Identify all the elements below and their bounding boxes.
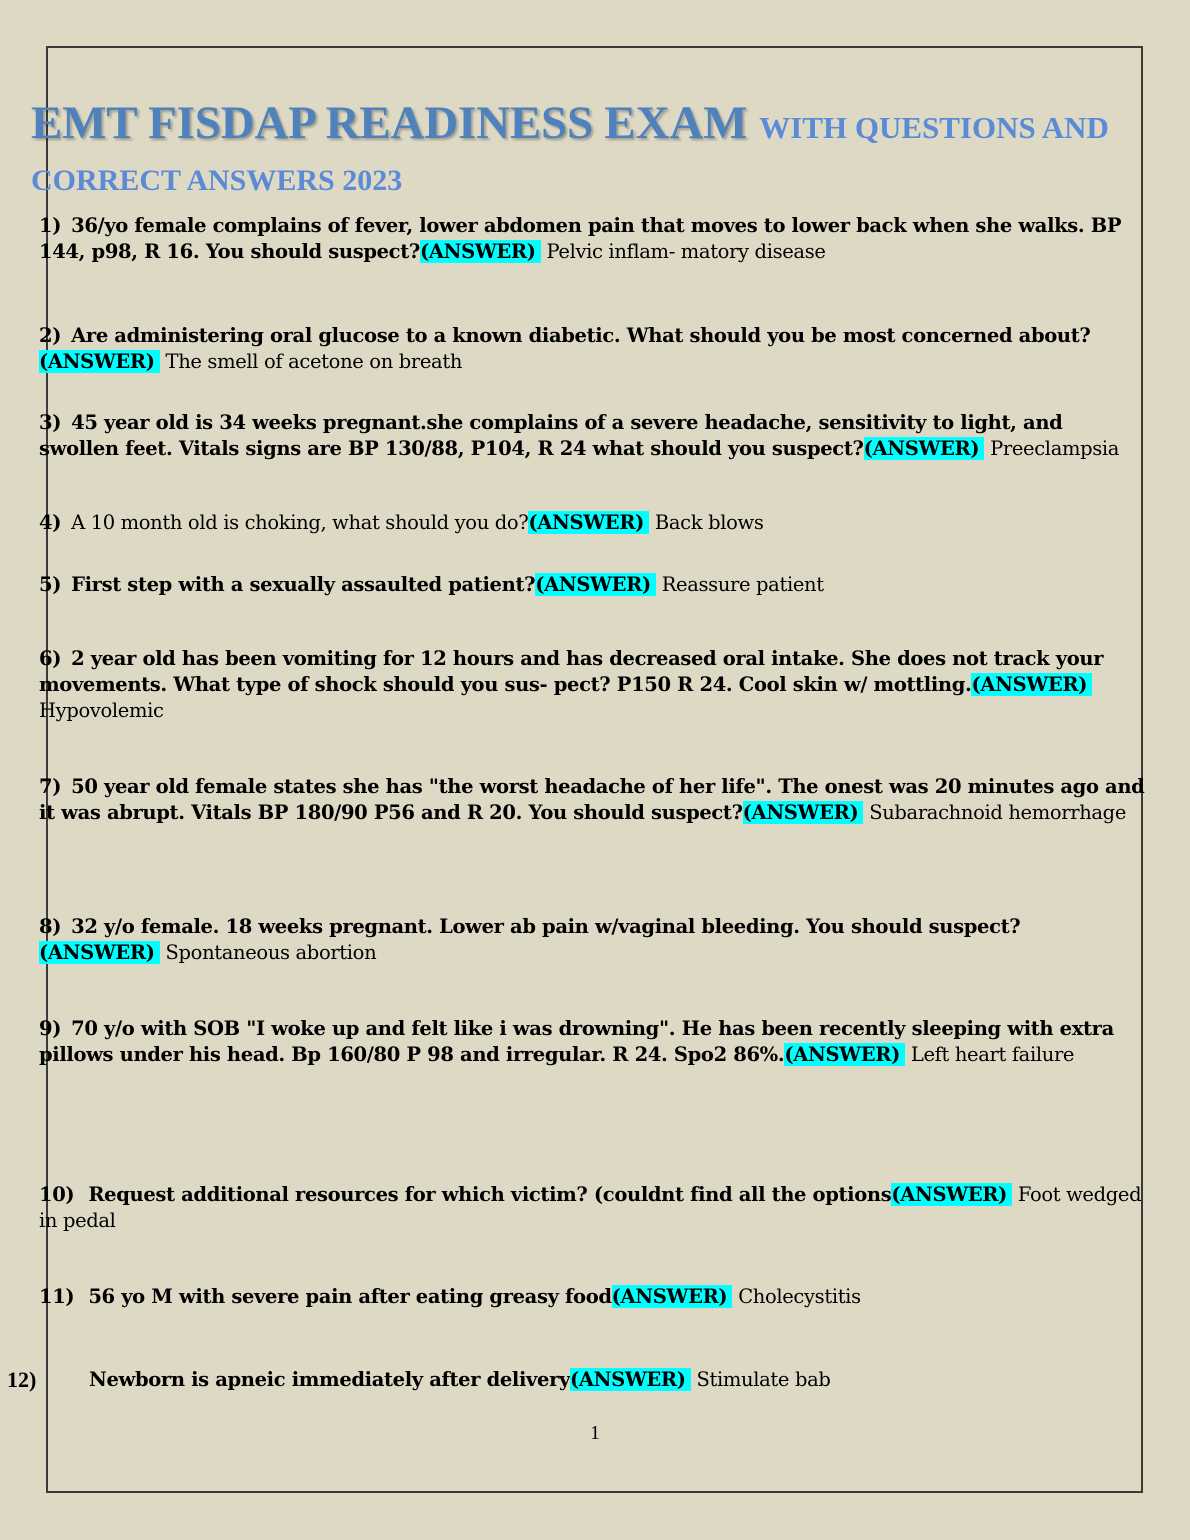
- question-text: A 10 month old is choking, what should you do?: [71, 511, 529, 534]
- question-number: 3): [39, 411, 62, 434]
- answer-tag: (ANSWER): [39, 941, 160, 964]
- question-number: 2): [39, 324, 62, 347]
- question-text: 32 y/o female. 18 weeks pregnant. Lower ab pain w/vaginal bleeding. You should suspect?: [71, 915, 1021, 938]
- answer-text: Subarachnoid hemorrhage: [869, 801, 1127, 824]
- question-number: 5): [39, 573, 62, 596]
- question-number: 1): [39, 214, 62, 237]
- question-number: 8): [39, 915, 62, 938]
- question-number: 7): [39, 775, 62, 798]
- answer-tag: (ANSWER): [420, 240, 541, 263]
- document-title: [31, 96, 1109, 150]
- answer-tag: (ANSWER): [535, 573, 656, 596]
- answer-text: Foot wedged in pedal: [39, 1183, 1142, 1232]
- answer-tag: (ANSWER): [891, 1183, 1012, 1206]
- question-item-1: [39, 213, 1147, 265]
- answer-text: Spontaneous abortion: [165, 941, 377, 964]
- question-number: 10): [39, 1183, 75, 1206]
- question-text: 45 year old is 34 weeks pregnant.she complains of a severe headache, sensitivity to light, and swollen feet. Vitals signs are BP 130/88, P104, R 24 what should you suspect?: [39, 411, 1063, 460]
- answer-tag: (ANSWER): [971, 673, 1092, 696]
- question-number: 11): [39, 1285, 75, 1308]
- question-item-4: [39, 510, 1147, 536]
- question-item-12: [89, 1367, 831, 1393]
- question-item-6: [39, 646, 1147, 724]
- question-item-10: [39, 1182, 1147, 1234]
- question-text: 2 year old has been vomiting for 12 hours and has decreased oral intake. She does not track your movements. What type of shock should you sus- pect? P150 R 24. Cool skin w/ mottling.: [39, 647, 1104, 696]
- question-item-8: [39, 914, 1147, 966]
- question-text: 70 y/o with SOB "I woke up and felt like i was drowning". He has been recently sleeping with extra pillows under his head. Bp 160/80 P 98 and irregular. R 24. Spo2 86%.: [39, 1017, 1114, 1066]
- question-item-9: [39, 1016, 1147, 1068]
- answer-text: Back blows: [654, 511, 764, 534]
- question-item-2: [39, 323, 1147, 375]
- question-text: 50 year old female states she has "the worst headache of her life". The onest was 20 minutes ago and it was abrupt. Vitals BP 180/90 P56 and R 20. You should suspect?: [39, 775, 1145, 824]
- answer-text: Hypovolemic: [39, 699, 164, 722]
- answer-tag: (ANSWER): [864, 437, 985, 460]
- question-item-7: [39, 774, 1147, 826]
- question-number: 9): [39, 1017, 62, 1040]
- question-item-5: [39, 572, 1147, 598]
- answer-text: Stimulate bab: [696, 1368, 831, 1391]
- answer-text: Reassure patient: [661, 573, 824, 596]
- title-main: EMT FISDAP READINESS EXAM: [31, 97, 748, 149]
- question-text: First step with a sexually assaulted patient?: [71, 573, 536, 596]
- question-number: 4): [39, 511, 62, 534]
- question-text: Newborn is apneic immediately after delivery: [89, 1368, 570, 1391]
- question-number: 6): [39, 647, 62, 670]
- answer-tag: (ANSWER): [784, 1043, 905, 1066]
- question-number: 12): [7, 1367, 37, 1392]
- question-item-11: [39, 1284, 1147, 1310]
- answer-tag: (ANSWER): [570, 1368, 691, 1391]
- answer-text: Left heart failure: [910, 1043, 1075, 1066]
- answer-text: The smell of acetone on breath: [165, 350, 463, 373]
- answer-tag: (ANSWER): [743, 801, 864, 824]
- title-subtitle-line2: CORRECT ANSWERS 2023: [31, 164, 403, 197]
- title-subtitle-line1: WITH QUESTIONS AND: [759, 110, 1109, 145]
- answer-tag: (ANSWER): [528, 511, 649, 534]
- question-text: 56 yo M with severe pain after eating greasy food: [88, 1285, 612, 1308]
- answer-tag: (ANSWER): [39, 350, 160, 373]
- answer-text: Preeclampsia: [990, 437, 1120, 460]
- page-number: 1: [590, 1422, 600, 1444]
- question-text: Request additional resources for which victim? (couldnt find all the options: [88, 1183, 892, 1206]
- answer-text: Cholecystitis: [738, 1285, 861, 1308]
- question-item-3: [39, 410, 1147, 462]
- question-text: 36/yo female complains of fever, lower abdomen pain that moves to lower back when she walks. BP 144, p98, R 16. You should suspect?: [39, 214, 1122, 263]
- answer-tag: (ANSWER): [612, 1285, 733, 1308]
- answer-text: Pelvic inflam- matory disease: [546, 240, 826, 263]
- question-text: Are administering oral glucose to a known diabetic. What should you be most concerned about?: [71, 324, 1091, 347]
